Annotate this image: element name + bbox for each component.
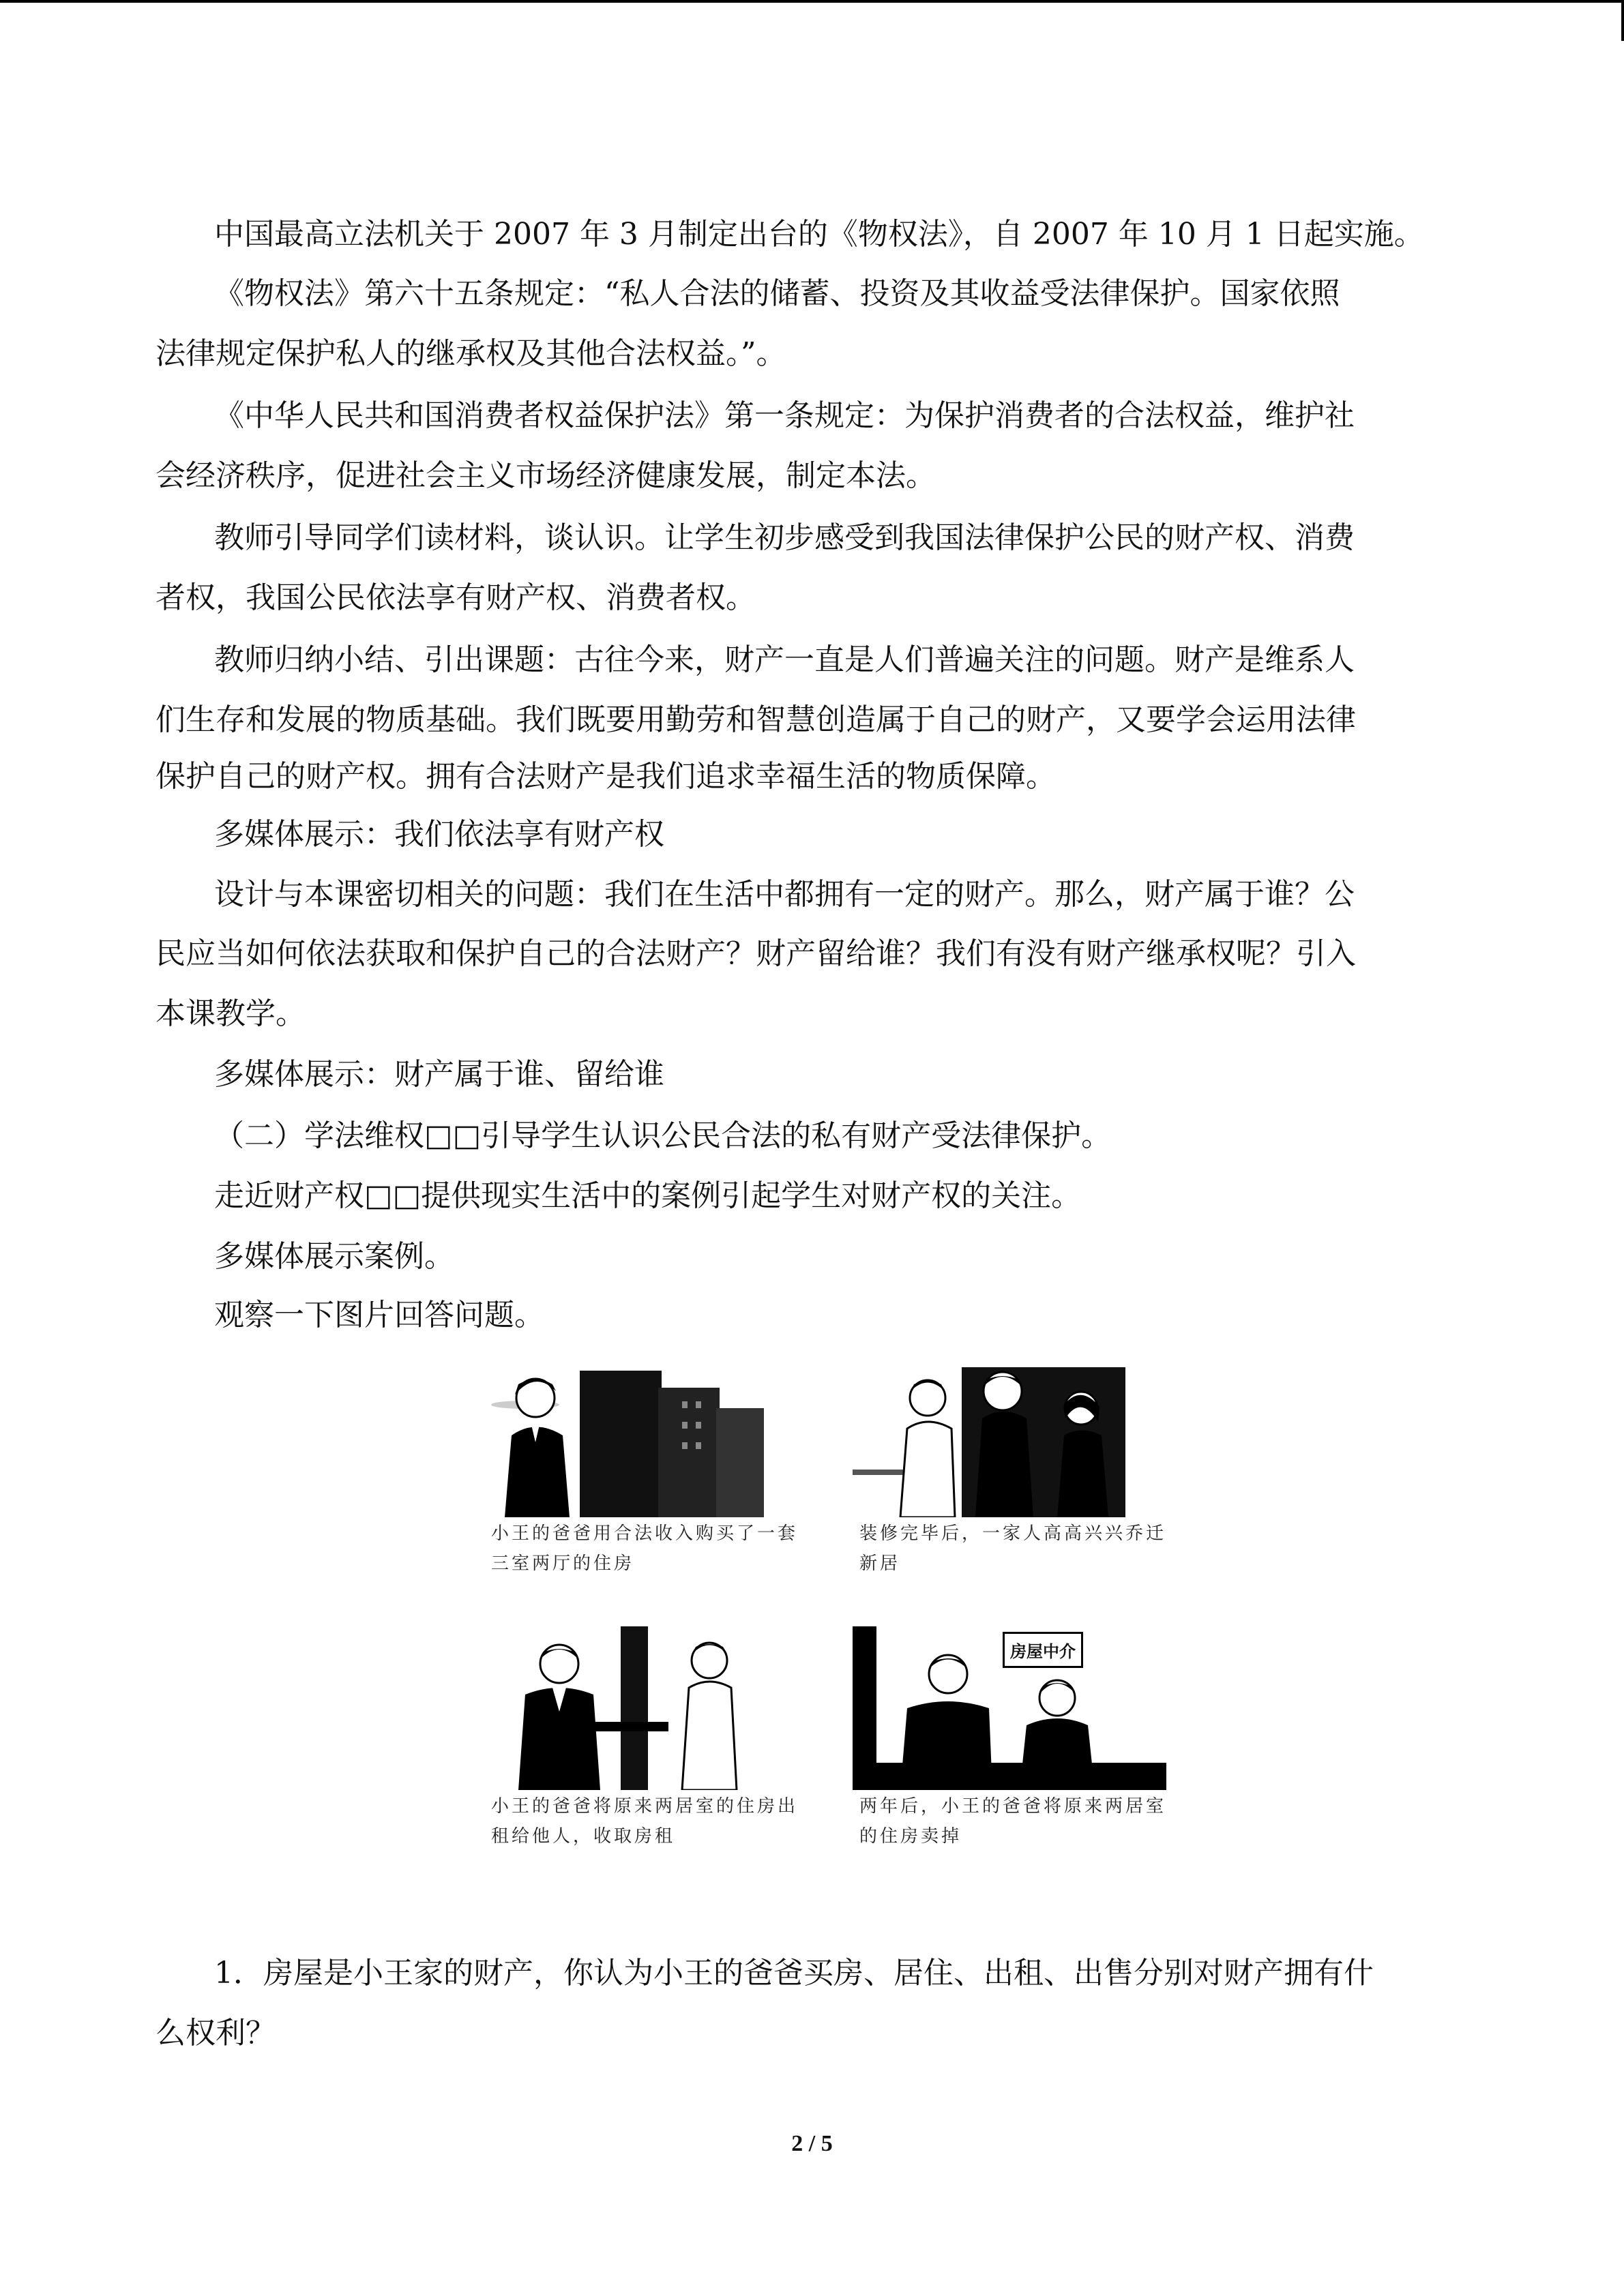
paragraph-5-line-1: 教师归纳小结、引出课题：古往今来，财产一直是人们普遍关注的问题。财产是维系人 [214,642,1355,677]
question-1-line-2: 么权利？ [156,2016,276,2051]
paragraph-6: 多媒体展示：我们依法享有财产权 [214,817,664,852]
paragraph-7-line-3: 本课教学。 [156,996,306,1031]
panel-3-caption: 小王的爸爸将原来两居室的住房出租给他人，收取房租 [491,1796,799,1847]
page-right-border [1621,0,1624,41]
paragraph-4-line-1: 教师引导同学们读材料，谈认识。让学生初步感受到我国法律保护公民的财产权、消费 [214,520,1355,555]
panel-2-illustration [853,1354,1166,1517]
paragraph-9: （二）学法维权□□引导学生认识公民合法的私有财产受法律保护。 [214,1118,1112,1153]
comic-panel-3 [477,1620,818,1872]
panel-4-caption: 两年后，小王的爸爸将原来两居室的住房卖掉 [859,1796,1167,1847]
paragraph-7-line-1: 设计与本课密切相关的问题：我们在生活中都拥有一定的财产。那么，财产属于谁？公 [214,877,1355,912]
panel-1-illustration [484,1354,798,1517]
comic-panel-1 [477,1347,818,1599]
paragraph-7-line-2: 民应当如何依法获取和保护自己的合法财产？财产留给谁？我们有没有财产继承权呢？引入 [156,936,1356,971]
paragraph-2-line-1: 《物权法》第六十五条规定：“私人合法的储蓄、投资及其收益受法律保护。国家依照 [214,276,1340,311]
panel-3-illustration [484,1626,798,1790]
paragraph-5-line-3: 保护自己的财产权。拥有合法财产是我们追求幸福生活的物质保障。 [156,759,1056,794]
paragraph-11: 多媒体展示案例。 [214,1239,454,1274]
real-estate-agency-sign: 房屋中介 [1003,1632,1083,1668]
question-1-line-1: 1．房屋是小王家的财产，你认为小王的爸爸买房、居住、出租、出售分别对财产拥有什 [214,1956,1374,1991]
paragraph-12: 观察一下图片回答问题。 [214,1298,544,1332]
comic-figure [477,1347,1190,1885]
paragraph-4-line-2: 者权，我国公民依法享有财产权、消费者权。 [156,580,756,615]
panel-2-caption: 装修完毕后，一家人高高兴兴乔迁新居 [859,1523,1167,1574]
page-number: 2 / 5 [791,2131,833,2156]
paragraph-10: 走近财产权□□提供现实生活中的案例引起学生对财产权的关注。 [214,1178,1082,1213]
panel-1-caption: 小王的爸爸用合法收入购买了一套三室两厅的住房 [491,1523,799,1574]
paragraph-2-line-2: 法律规定保护私人的继承权及其他合法权益。”。 [156,336,786,371]
paragraph-3-line-1: 《中华人民共和国消费者权益保护法》第一条规定：为保护消费者的合法权益，维护社 [214,398,1355,433]
page-top-border [0,0,1624,3]
paragraph-1: 中国最高立法机关于 2007 年 3 月制定出台的《物权法》，自 2007 年 10 月 1 日起实施。 [214,217,1424,252]
paragraph-5-line-2: 们生存和发展的物质基础。我们既要用勤劳和智慧创造属于自己的财产，又要学会运用法律 [156,702,1356,737]
paragraph-3-line-2: 会经济秩序，促进社会主义市场经济健康发展，制定本法。 [156,458,936,493]
paragraph-8: 多媒体展示：财产属于谁、留给谁 [214,1057,664,1092]
comic-panel-4 [846,1620,1187,1872]
comic-panel-2 [846,1347,1187,1599]
